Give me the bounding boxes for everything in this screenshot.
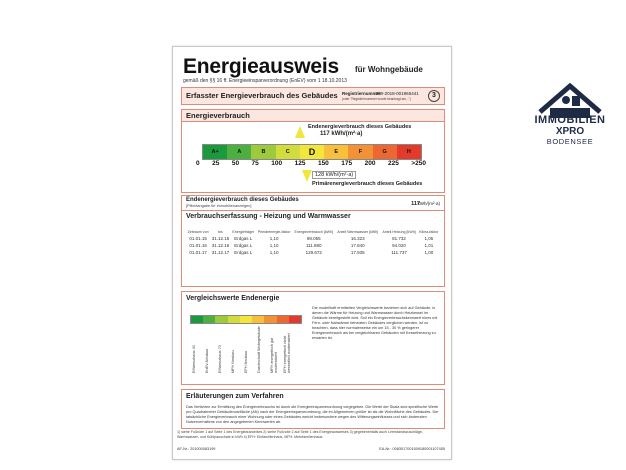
records-header-cell: Anteil Heizung [kWh]	[382, 230, 416, 234]
table-cell: 1,10	[269, 243, 279, 248]
registry-section	[181, 87, 445, 105]
comparison-label: EFH Neubau	[244, 351, 248, 373]
table-row	[186, 249, 440, 256]
brand-logo	[520, 74, 620, 154]
table-cell: 17.840	[350, 243, 365, 248]
procedure-title: Erläuterungen zum Verfahren	[186, 393, 284, 400]
table-cell: 31.12.17	[211, 250, 230, 255]
comparison-label: Effizienzhaus 40	[192, 345, 196, 373]
brand-name-line1: IMMOBILIEN	[534, 114, 606, 126]
table-cell: 1,05	[424, 236, 434, 241]
comparison-label: Durchschnitt Wohngebäude	[257, 326, 261, 373]
registry-label: Registriernummer	[342, 91, 381, 96]
summary-value: 117	[411, 201, 420, 207]
primary-energy-label: Primärenergieverbrauch dieses Gebäudes	[312, 181, 423, 187]
comparison-segment	[277, 316, 289, 323]
document-title: Energieausweis	[183, 55, 339, 78]
energy-consumption-header	[182, 110, 444, 122]
table-cell: 17.935	[350, 250, 365, 255]
energy-class-4: C	[276, 145, 300, 159]
table-cell: 16.323	[350, 236, 365, 241]
table-cell: 31.12.16	[211, 243, 230, 248]
ea-number: EA-Nr.: 0083017001509180001107455	[379, 447, 445, 451]
legal-basis: gemäß den §§ 16 ff. Energieeinsparverordnung (EnEV) vom 1 18.10.2013	[183, 78, 347, 84]
procedure-text: Das Verfahren zur Ermittlung des Energieverbrauchs ist durch die Energieeinsparverordnung vorgegeben. Die Werte der Skala sind spezifische Werte pro Quadratmeter Gebäudenutzfläche (AN) nach der Energieeinsparverordnung, die im Allgemeinen größer ist als die Wohnfläche des Gebäudes. Der tatsächliche Energieverbrauch einer Wohnung oder eines Gebäudes weicht insbesondere wegen des Witterungseinflusses und sich ändernden Nutzerverhaltens von den angegebenen Kennwerten ab.	[186, 405, 439, 424]
comparison-segment	[228, 316, 240, 323]
records-header-cell: Energieverbrauch [kWh]	[294, 230, 334, 234]
comparison-segment	[252, 316, 264, 323]
summary-sublabel: [Pflichtangabe für Immobilienanzeigen]	[186, 204, 252, 208]
energy-class-3: B	[251, 145, 275, 159]
records-header-cell: Zeitraum von	[187, 230, 209, 234]
summary-label: Endenergieverbrauch dieses Gebäudes	[186, 197, 299, 203]
comparison-title: Vergleichswerte Endenergie	[186, 295, 280, 302]
energy-class-8: G	[373, 145, 397, 159]
registry-value: BW-2018-001965441	[376, 91, 419, 96]
table-cell: 1,00	[424, 250, 434, 255]
procedure-section	[181, 389, 445, 429]
comparison-labels	[192, 323, 296, 373]
energy-class-9: H	[397, 145, 421, 159]
comparison-segment	[289, 316, 301, 323]
summary-section	[181, 195, 445, 211]
table-cell: 129.672	[305, 250, 322, 255]
energy-class-7: F	[348, 145, 372, 159]
energy-consumption-section	[181, 109, 445, 193]
records-header-cell: Anteil Warmwasser [kWh]	[337, 230, 379, 234]
table-cell: 01.01.15	[189, 236, 207, 241]
table-row	[186, 242, 440, 249]
energy-consumption-title: Energieverbrauch	[186, 111, 250, 120]
table-cell: 94.020	[392, 243, 406, 248]
comparison-text: Die modellhaft ermittelten Vergleichswerte beziehen sich auf Gebäude, in denen die Wärme für Heizung und Warmwasser durch Heizkessel im Gebäude bereitgestellt wird. Soll ein Energieverbrauchskennwert eines mit Fern- oder Nahwärme beheizten Gebäudes verglichen werden, ist zu beachten, dass hier normalerweise ein um 15 - 30 % geringerer Energieverbrauch als bei vergleichbaren Gebäuden mit Kesselheizung zu erwarten ist.	[312, 306, 438, 340]
document-ids	[177, 447, 445, 451]
scale-tick: 225	[387, 160, 399, 167]
comparison-segment	[264, 316, 276, 323]
scale-tick: 175	[341, 160, 353, 167]
table-cell: 98.055	[306, 236, 321, 241]
table-cell: 1,01	[424, 243, 434, 248]
table-cell: 111.737	[391, 250, 407, 255]
registry-note: (oder "Registriernummer wurde beantragt am...")	[342, 97, 411, 101]
table-cell: 01.01.16	[189, 243, 207, 248]
primary-energy-value: 128	[315, 172, 325, 178]
table-cell: 01.01.17	[189, 250, 207, 255]
comparison-label: Effizienzhaus 70	[218, 345, 222, 373]
comparison-segment	[191, 316, 203, 323]
records-header-cell: Primärenergie-faktor	[257, 230, 291, 234]
document-subtitle: für Wohngebäude	[355, 65, 423, 74]
consumption-records-section	[181, 210, 445, 287]
scale-tick: 125	[294, 160, 306, 167]
scale-tick: 75	[251, 160, 259, 167]
energy-class-1: A+	[203, 145, 227, 159]
brand-name-line2: XPRO	[555, 126, 585, 137]
footnotes: 1) siehe Fußnote 1 auf Seite 1 des Energieausweises 2) siehe Fußnote 2 auf Seite 1 des Energieausweises 3) gegebenenfalls auch Leerstandszuschläge, Warmwasser- und Kühlpauschale in kWh 4) EFH: Einfamilienhaus, MFH: Mehrfamilienhaus	[177, 430, 423, 439]
brand-name-line3: BODENSEE	[546, 137, 594, 146]
comparison-label: MFH Neubau	[231, 350, 235, 373]
table-row	[186, 235, 440, 242]
records-header-cell: bis	[218, 230, 223, 234]
table-cell: 81.732	[392, 236, 406, 241]
energy-class-5: D	[300, 145, 324, 159]
scale-tick: 150	[317, 160, 329, 167]
scale-tick: 100	[271, 160, 283, 167]
summary-unit: kWh/(m²·a)	[417, 201, 440, 206]
table-cell: 31.12.15	[211, 236, 230, 241]
comparison-section	[181, 291, 445, 385]
records-table	[186, 229, 440, 256]
final-energy-arrow-icon	[295, 126, 305, 138]
table-cell: Erdgas L	[234, 243, 253, 248]
scale-tick: 50	[231, 160, 240, 167]
energy-efficiency-scale	[202, 144, 422, 160]
table-cell: Erdgas L	[234, 236, 253, 241]
table-cell: 1,10	[269, 250, 279, 255]
records-title: Verbrauchserfassung - Heizung und Warmwasser	[186, 213, 351, 220]
final-energy-label: Endenergieverbrauch dieses Gebäudes	[308, 124, 412, 130]
scale-tick: 25	[212, 160, 220, 167]
registry-section-title: Erfasster Energieverbrauch des Gebäudes	[186, 91, 338, 100]
records-header-cell: Klima-faktor	[419, 230, 439, 234]
energy-class-6: E	[324, 145, 348, 159]
af-number: AF-Nr.: 201000083199	[177, 447, 216, 451]
scale-tick: >250	[411, 160, 426, 167]
scale-tick: 0	[196, 160, 200, 167]
comparison-segment	[203, 316, 215, 323]
comparison-segment	[240, 316, 252, 323]
primary-energy-unit: kWh/(m²·a)	[325, 172, 354, 178]
records-header-cell: Energieträger	[232, 230, 255, 234]
primary-energy-arrow-icon	[302, 170, 312, 182]
comparison-segment	[215, 316, 227, 323]
energy-scale-ticks	[196, 160, 426, 167]
energy-certificate-page	[172, 46, 452, 460]
final-energy-value: 117	[320, 131, 330, 137]
page-number-badge: 3	[428, 90, 440, 102]
table-cell: 111.880	[305, 243, 322, 248]
energy-class-2: A	[227, 145, 251, 159]
comparison-label: EnEV-Neubau	[205, 348, 209, 373]
comparison-label: EFH energetisch nicht wesentlich modernisiert	[283, 333, 291, 373]
final-energy-unit: kWh/(m²·a)	[331, 131, 363, 137]
scale-tick: 200	[364, 160, 376, 167]
table-cell: Erdgas L	[234, 250, 253, 255]
comparison-label: MFH energetisch gut modernisiert	[270, 337, 278, 373]
table-cell: 1,10	[269, 236, 279, 241]
primary-energy-readout	[312, 171, 356, 179]
final-energy-readout	[320, 131, 362, 137]
